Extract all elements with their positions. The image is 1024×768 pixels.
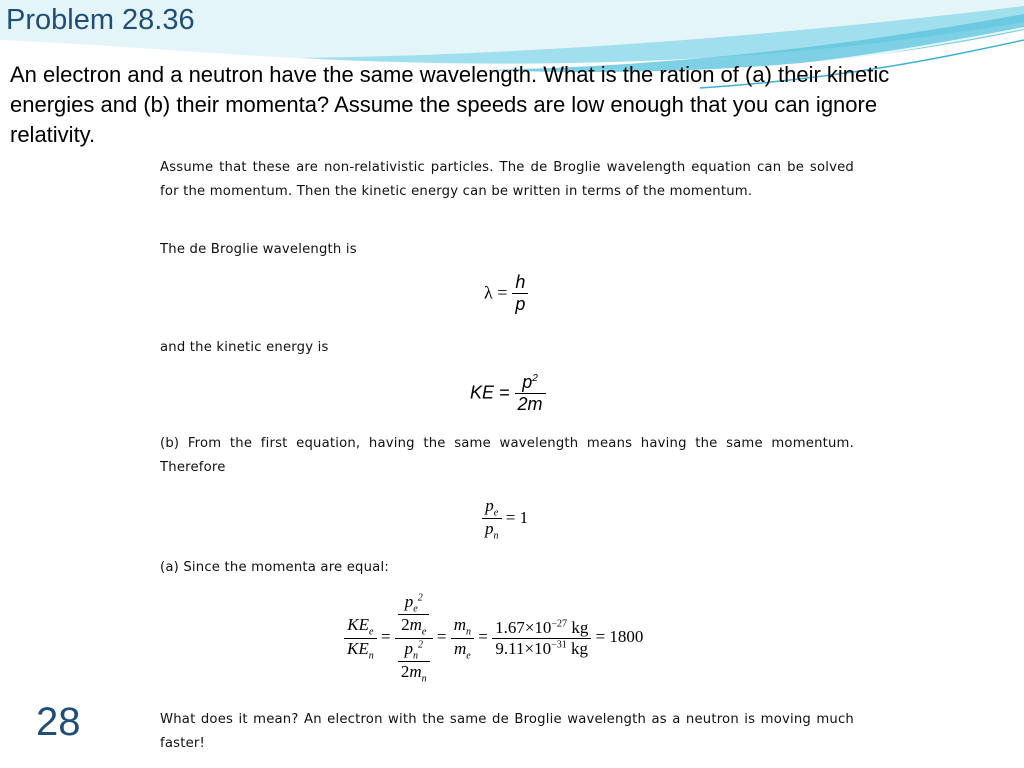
slide-title: Problem 28.36 <box>6 4 195 36</box>
momenta-rhs: = 1 <box>505 507 529 527</box>
momenta-denominator: $p_n$ <box>485 519 499 542</box>
mass-values-fraction <box>492 618 591 659</box>
ke-denominator: 2m <box>517 394 543 414</box>
ke-lhs: KE = <box>470 382 510 403</box>
kinetic-energy-equation <box>470 372 546 415</box>
meaning-text: What does it mean? An electron with the same de Broglie wavelength as a neutron is moving much faster! <box>160 712 854 751</box>
page-number: 28 <box>36 700 81 744</box>
lambda-numerator: h <box>512 272 528 294</box>
problem-statement: An electron and a neutron have the same wavelength. What is the ration of (a) their kinetic energies and (b) their momenta? Assume the speeds are low enough that you can ignore relativity. <box>10 62 890 147</box>
lambda-fraction <box>512 272 528 315</box>
ke-ratio-lhs: $\frac{KE_e}{KE_n}$ <box>344 615 377 661</box>
solution-intro: Assume that these are non-relativistic particles. The de Broglie wavelength equation can be solved for the momentum. Then the kinetic energy can be written in terms of the momentum. <box>160 160 854 199</box>
momenta-numerator: $p_e$ <box>482 496 502 519</box>
neutron-mass: $1.67\times 10^{-27}$ kg <box>492 618 591 639</box>
momenta-fraction <box>482 496 502 542</box>
ke-fraction <box>515 372 546 415</box>
lambda-denominator: p <box>515 294 526 314</box>
ke-numerator: $p^2$ <box>515 372 546 394</box>
lambda-lhs: λ = <box>484 282 508 303</box>
ke-label: and the kinetic energy is <box>160 340 329 355</box>
ke-ratio-equation: $\frac{KE_e}{KE_n}$ = $\frac{\frac{p_e^2}{2m_e}}{\frac{p_n^2}{2m_n}}$ = $\frac{m_n}{m_e}$ = $\frac{1.67\times 10^{-27} kg}{9.11\times 10^{-31} kg}$ = 1800 <box>344 592 643 685</box>
part-a-text: (a) Since the momenta are equal: <box>160 560 389 575</box>
mass-ratio: $\frac{m_n}{m_e}$ <box>451 615 474 661</box>
de-broglie-equation <box>484 272 528 315</box>
momenta-ratio-equation <box>482 496 528 542</box>
part-b-text: (b) From the first equation, having the same wavelength means having the same momentum. Therefore <box>160 436 854 475</box>
ke-ratio-momentum-form: $\frac{\frac{p_e^2}{2m_e}}{\frac{p_n^2}{2m_n}}$ <box>395 592 433 685</box>
de-broglie-label: The de Broglie wavelength is <box>160 242 357 257</box>
ratio-result: = 1800 <box>595 627 644 647</box>
electron-mass: $9.11\times 10^{-31}$ kg <box>495 638 588 658</box>
